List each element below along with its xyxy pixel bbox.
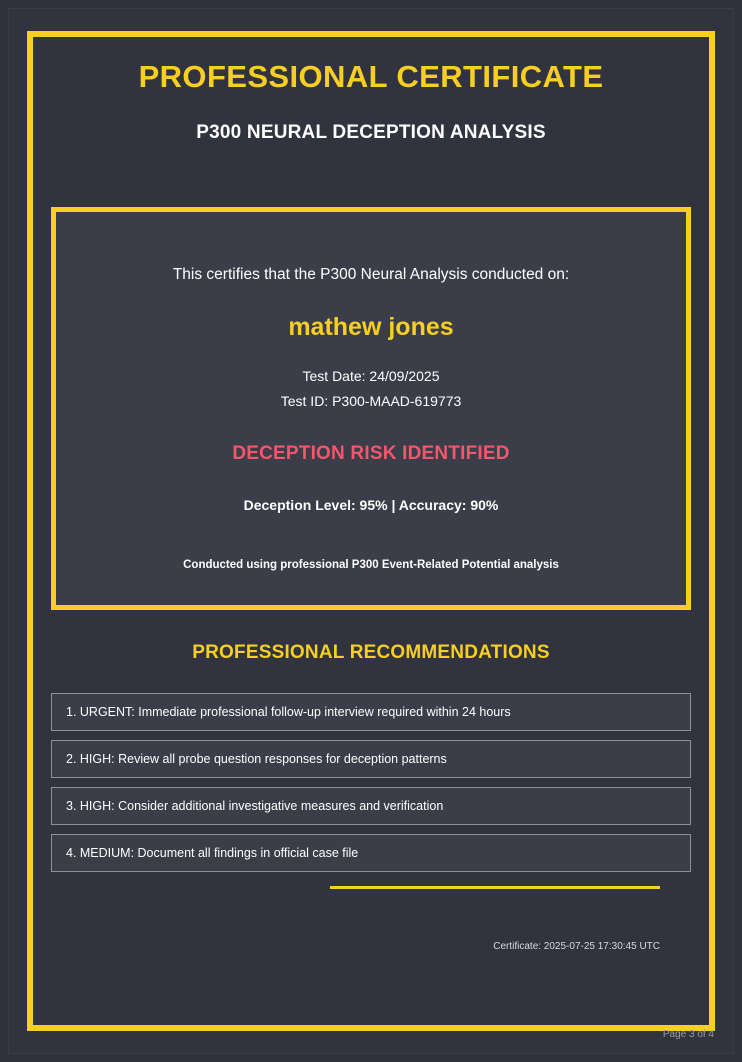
test-date: Test Date: 24/09/2025 (302, 368, 440, 384)
gold-divider-rule (330, 886, 660, 889)
list-item: 2. HIGH: Review all probe question responses for deception patterns (51, 740, 691, 778)
test-id: Test ID: P300-MAAD-619773 (280, 393, 462, 409)
page-title: PROFESSIONAL CERTIFICATE (138, 59, 604, 94)
page-number: Page 3 of 4 (662, 1029, 714, 1040)
certificate-timestamp: Certificate: 2025-07-25 17:30:45 UTC (493, 941, 660, 952)
method-note: Conducted using professional P300 Event-Related Potential analysis (183, 559, 559, 571)
list-item: 4. MEDIUM: Document all findings in official case file (51, 834, 691, 872)
recommendations-title: PROFESSIONAL RECOMMENDATIONS (192, 642, 550, 663)
recommendations-list (51, 693, 691, 872)
status-badge: DECEPTION RISK IDENTIFIED (232, 443, 510, 464)
list-item: 1. URGENT: Immediate professional follow-up interview required within 24 hours (51, 693, 691, 731)
page-inner (8, 8, 734, 1054)
subject-name: mathew jones (288, 313, 454, 341)
certifies-statement: This certifies that the P300 Neural Analysis conducted on: (172, 266, 570, 283)
deception-levels: Deception Level: 95% | Accuracy: 90% (243, 497, 499, 513)
certificate-detail-box (51, 207, 691, 610)
certificate-content (9, 9, 733, 1053)
list-item: 3. HIGH: Consider additional investigative measures and verification (51, 787, 691, 825)
certificate-subtitle: P300 NEURAL DECEPTION ANALYSIS (196, 122, 546, 143)
